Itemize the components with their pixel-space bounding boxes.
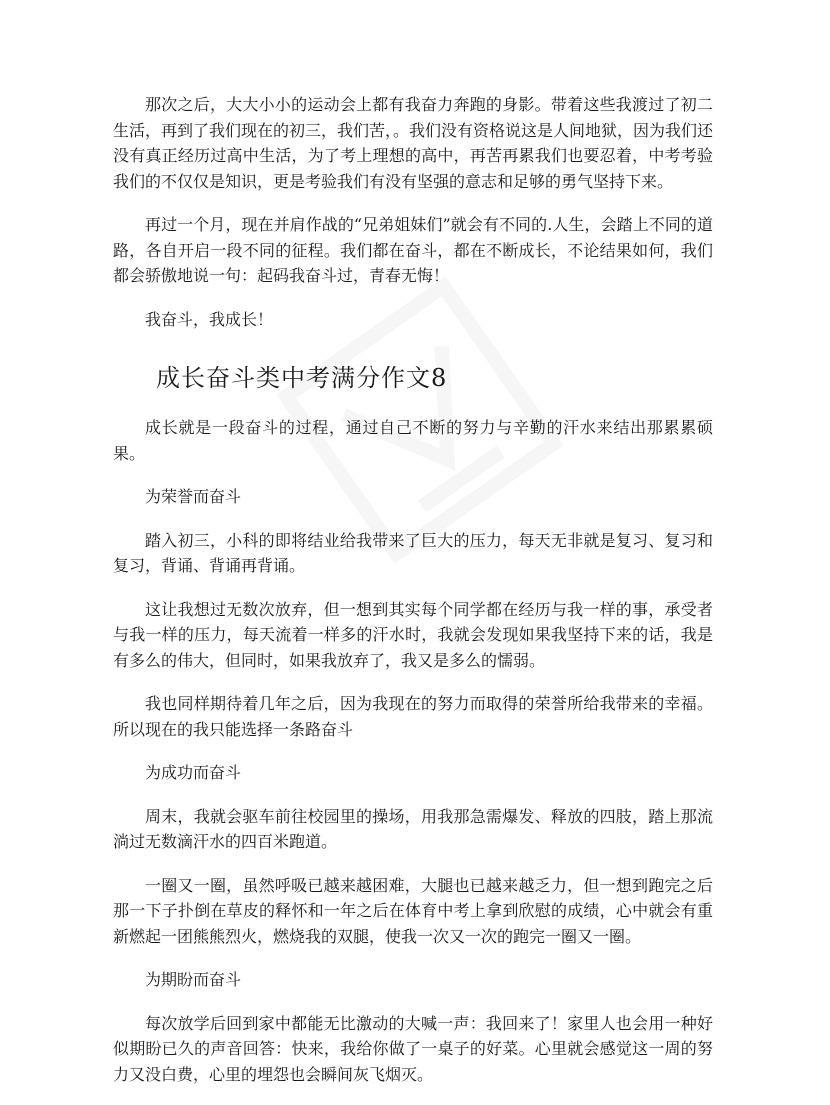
paragraph: 再过一个月，现在并肩作战的“兄弟姐妹们”就会有不同的.人生，会踏上不同的道路，各自开启一段不同的征程。我们都在奋斗，都在不断成长，不论结果如何，我们都会骄傲地说一句：起码我奋斗过，青春无悔！ bbox=[113, 215, 713, 285]
paragraph: 我也同样期待着几年之后，因为我现在的努力而取得的荣誉所给我带来的幸福。所以现在的我只能选择一条路奋斗 bbox=[113, 694, 713, 739]
paragraph: 那次之后，大大小小的运动会上都有我奋力奔跑的身影。带着这些我渡过了初二生活，再到了我们现在的初三，我们苦，。我们没有资格说这是人间地狱，因为我们还没有真正经历过高中生活，为了考上理想的高中，再苦再累我们也要忍着，中考考验我们的不仅仅是知识，更是考验我们有没有坚强的意志和足够的勇气坚持下来。 bbox=[113, 95, 714, 191]
paragraph: 我奋斗，我成长！ bbox=[145, 309, 274, 329]
subheading: 为成功而奋斗 bbox=[145, 763, 242, 782]
paragraph: 周末，我就会驱车前往校园里的操场，用我那急需爆发、释放的四肢，踏上那流淌过无数滴汗水的四百米跑道。 bbox=[113, 806, 713, 851]
paragraph: 踏入初三，小科的即将结业给我带来了巨大的压力，每天无非就是复习、复习和复习，背诵、背诵再背诵。 bbox=[113, 530, 713, 575]
article-body bbox=[113, 92, 713, 1105]
section-heading: 成长奋斗类中考满分作文8 bbox=[156, 364, 448, 392]
subheading: 为荣誉而奋斗 bbox=[145, 487, 242, 506]
subheading: 为期盼而奋斗 bbox=[145, 970, 242, 989]
paragraph: 每次放学后回到家中都能无比激动的大喊一声：我回来了！家里人也会用一种好似期盼已久的声音回答：快来，我给你做了一桌子的好菜。心里就会感觉这一周的努力又没白费，心里的埋怨也会瞬间灰飞烟灭。 bbox=[113, 1013, 713, 1084]
paragraph: 一圈又一圈，虽然呼吸已越来越困难，大腿也已越来越乏力，但一想到跑完之后那一下子扑倒在草皮的释怀和一年之后在体育中考上拿到欣慰的成绩，心中就会有重新燃起一团熊熊烈火，燃烧我的双腿，使我一次又一次的跑完一圈又一圈。 bbox=[113, 875, 713, 946]
paragraph: 这让我想过无数次放弃，但一想到其实每个同学都在经历与我一样的事，承受者与我一样的压力，每天流着一样多的汗水时，我就会发现如果我坚持下来的话，我是有多么的伟大，但同时，如果我放弃了，我又是多么的懦弱。 bbox=[113, 599, 713, 670]
paragraph: 成长就是一段奋斗的过程，通过自己不断的努力与辛勤的汗水来结出那累累硕果。 bbox=[113, 418, 713, 463]
